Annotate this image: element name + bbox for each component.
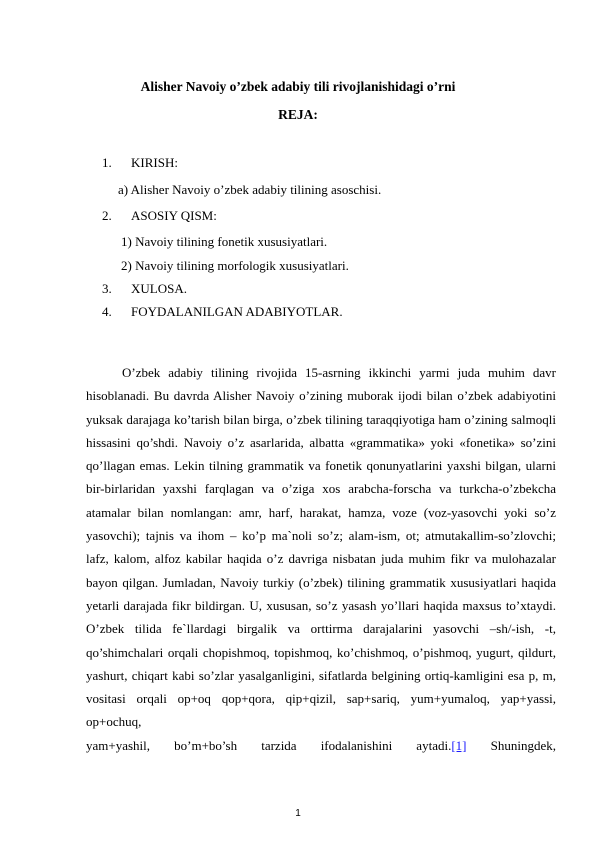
plan-item-number: 1.: [102, 155, 112, 170]
plan-item-text: 2) Navoiy tilining morfologik xususiyatlari.: [121, 258, 349, 273]
plan-item-text: XULOSA.: [131, 281, 187, 296]
plan-heading: REJA:: [278, 107, 318, 122]
paragraph-last-line: [86, 734, 556, 757]
plan-item-number: 4.: [102, 304, 112, 319]
body-paragraph: [86, 361, 556, 757]
plan-subitem: [121, 258, 349, 274]
plan-subitem: [118, 182, 381, 198]
page-number: 1: [295, 808, 301, 819]
plan-item-text: FOYDALANILGAN ADABIYOTLAR.: [131, 304, 343, 319]
paragraph-continuation: Shuningdek,: [466, 737, 556, 753]
plan-item-text: 1) Navoiy tilining fonetik xususiyatlari.: [121, 234, 328, 249]
document-title: Alisher Navoiy o’zbek adabiy tili rivojlanishidagi o’rni: [140, 79, 456, 94]
plan-item-text: ASOSIY QISM:: [131, 208, 217, 223]
plan-item-number: 3.: [102, 281, 112, 296]
footnote-reference-link[interactable]: [1]: [451, 737, 467, 753]
plan-subitem: [121, 234, 327, 250]
plan-item-text: KIRISH:: [131, 155, 178, 170]
paragraph-last-line-text: yam+yashil, bo’m+bo’sh tarzida ifodalanishini aytadi.: [86, 737, 452, 753]
paragraph-text: O’zbek adabiy tilining rivojida 15-asrning ikkinchi yarmi juda muhim davr hisoblanadi. Bu davrda Alisher Navoiy o’zining muborak ijodi bilan o’zbek adabiyotini yuksak darajaga ko’tarish bilan birga, o’zbek tilining taraqqiyotiga ham o’zining salmoqli hissasini qo’shdi. Navoiy o’z asarlarida, albatta «grammatika» yoki «fonetika» so’zini qo’llagan emas. Lekin tilning grammatik va fonetik qonunyatlarini yaxshi bilgan, ularni bir-birlaridan yaxshi farqlagan va o’ziga xos arabcha-forscha va turkcha-o’zbekcha atamalar bilan nomlangan: amr, harf, harakat, hamza, voze (voz-yasovchi yoki so’z yasovchi); tajnis va ihom – ko’p ma`noli so’z; alam-ism, ot; atmutakallim-so’zlovchi; lafz, kalom, alfoz kabilar haqida o’z davriga nisbatan juda muhim fikr va mulohazalar bayon qilgan. Jumladan, Navoiy turkiy (o’zbek) tilining grammatik xususiyatlari haqida yetarli darajada fikr bildirgan. U, xususan, so’z yasash yo’llari haqida maxsus to’xtaydi. O’zbek tilida fe`llardagi birgalik va orttirma darajalarini yasovchi –sh/-ish, -t, qo’shimchalari orqali chopishmoq, topishmoq, ko’chishmoq, o’pishmoq, yugurt, qildurt, yashurt, chiqart kabi so’zlar yasalganligini, sifatlarda belgining ortiq-kamligini esa p, m, vositasi orqali op+oq qop+qora, qip+qizil, sap+sariq, yum+yumaloq, yap+yassi, op+ochuq,: [86, 365, 556, 730]
plan-item-number: 2.: [102, 208, 112, 223]
plan-item-text: a) Alisher Navoiy o’zbek adabiy tilining asoschisi.: [118, 182, 382, 197]
